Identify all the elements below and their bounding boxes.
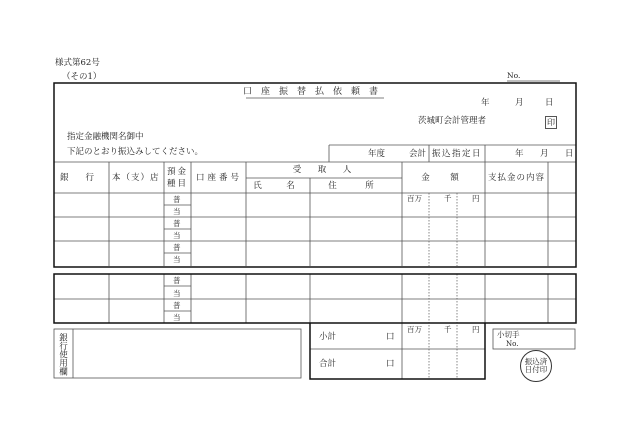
subtotal-label: 小計 [319, 332, 337, 342]
stamp-line2: 日付印 [524, 365, 548, 374]
instruction: 下記のとおり振込みしてください。 [67, 147, 204, 157]
header-deposit-type: 預金種目 [167, 167, 189, 189]
unit-million: 百万 [407, 325, 422, 334]
form-number: 様式第62号 [55, 58, 100, 68]
header-bank: 銀 行 [60, 173, 95, 183]
header-name: 氏 名 [253, 181, 303, 191]
deposit-current: 当 [173, 231, 181, 240]
date-year: 年 [481, 98, 490, 108]
deposit-current: 当 [173, 313, 181, 322]
issuer: 茨城町会計管理者 [418, 116, 487, 126]
header-payment-content: 支払金の内容 [488, 173, 546, 183]
fiscal-year-label: 年度 [368, 149, 386, 159]
total-label: 合計 [319, 359, 337, 369]
deposit-ordinary: 普 [173, 243, 181, 252]
unit-million: 百万 [407, 194, 422, 203]
transfer-month: 月 [540, 149, 549, 159]
header-address: 住 所 [328, 181, 384, 191]
transfer-date-stamp [520, 350, 552, 382]
addressee: 指定金融機関名御中 [67, 132, 144, 142]
unit-thousand: 千 [444, 325, 452, 334]
subtotal-unit: 口 [386, 332, 395, 342]
check-no: No. [506, 340, 519, 348]
bank-use-label: 銀行使用欄 [57, 333, 68, 376]
form-title: 口座振替払依頼書 [242, 87, 388, 97]
unit-thousand: 千 [444, 194, 452, 203]
header-amount: 金 額 [421, 173, 465, 183]
date-month: 月 [515, 98, 524, 108]
form-part: （その1） [62, 72, 102, 82]
total-unit: 口 [386, 359, 395, 369]
unit-yen: 円 [472, 194, 480, 203]
header-branch: 本（支）店 [112, 173, 160, 183]
seal-mark: 印 [547, 118, 555, 127]
account-label: 会計 [409, 149, 427, 159]
date-day: 日 [545, 98, 554, 108]
transfer-day: 日 [565, 149, 574, 159]
stamp-line1: 振込済 [524, 356, 548, 366]
deposit-current: 当 [173, 207, 181, 216]
transfer-year: 年 [515, 149, 524, 159]
unit-yen: 円 [472, 325, 480, 334]
deposit-current: 当 [173, 255, 181, 264]
header-payee: 受 取 人 [292, 165, 356, 175]
deposit-ordinary: 普 [173, 301, 181, 310]
transfer-date-label: 振込指定日 [432, 149, 483, 159]
header-account-number: 口座番号 [196, 173, 243, 183]
deposit-current: 当 [173, 289, 181, 298]
deposit-ordinary: 普 [173, 195, 181, 204]
no-label: No. [507, 71, 521, 80]
check-label: 小切手 [497, 330, 520, 339]
deposit-ordinary: 普 [173, 276, 181, 285]
deposit-ordinary: 普 [173, 219, 181, 228]
